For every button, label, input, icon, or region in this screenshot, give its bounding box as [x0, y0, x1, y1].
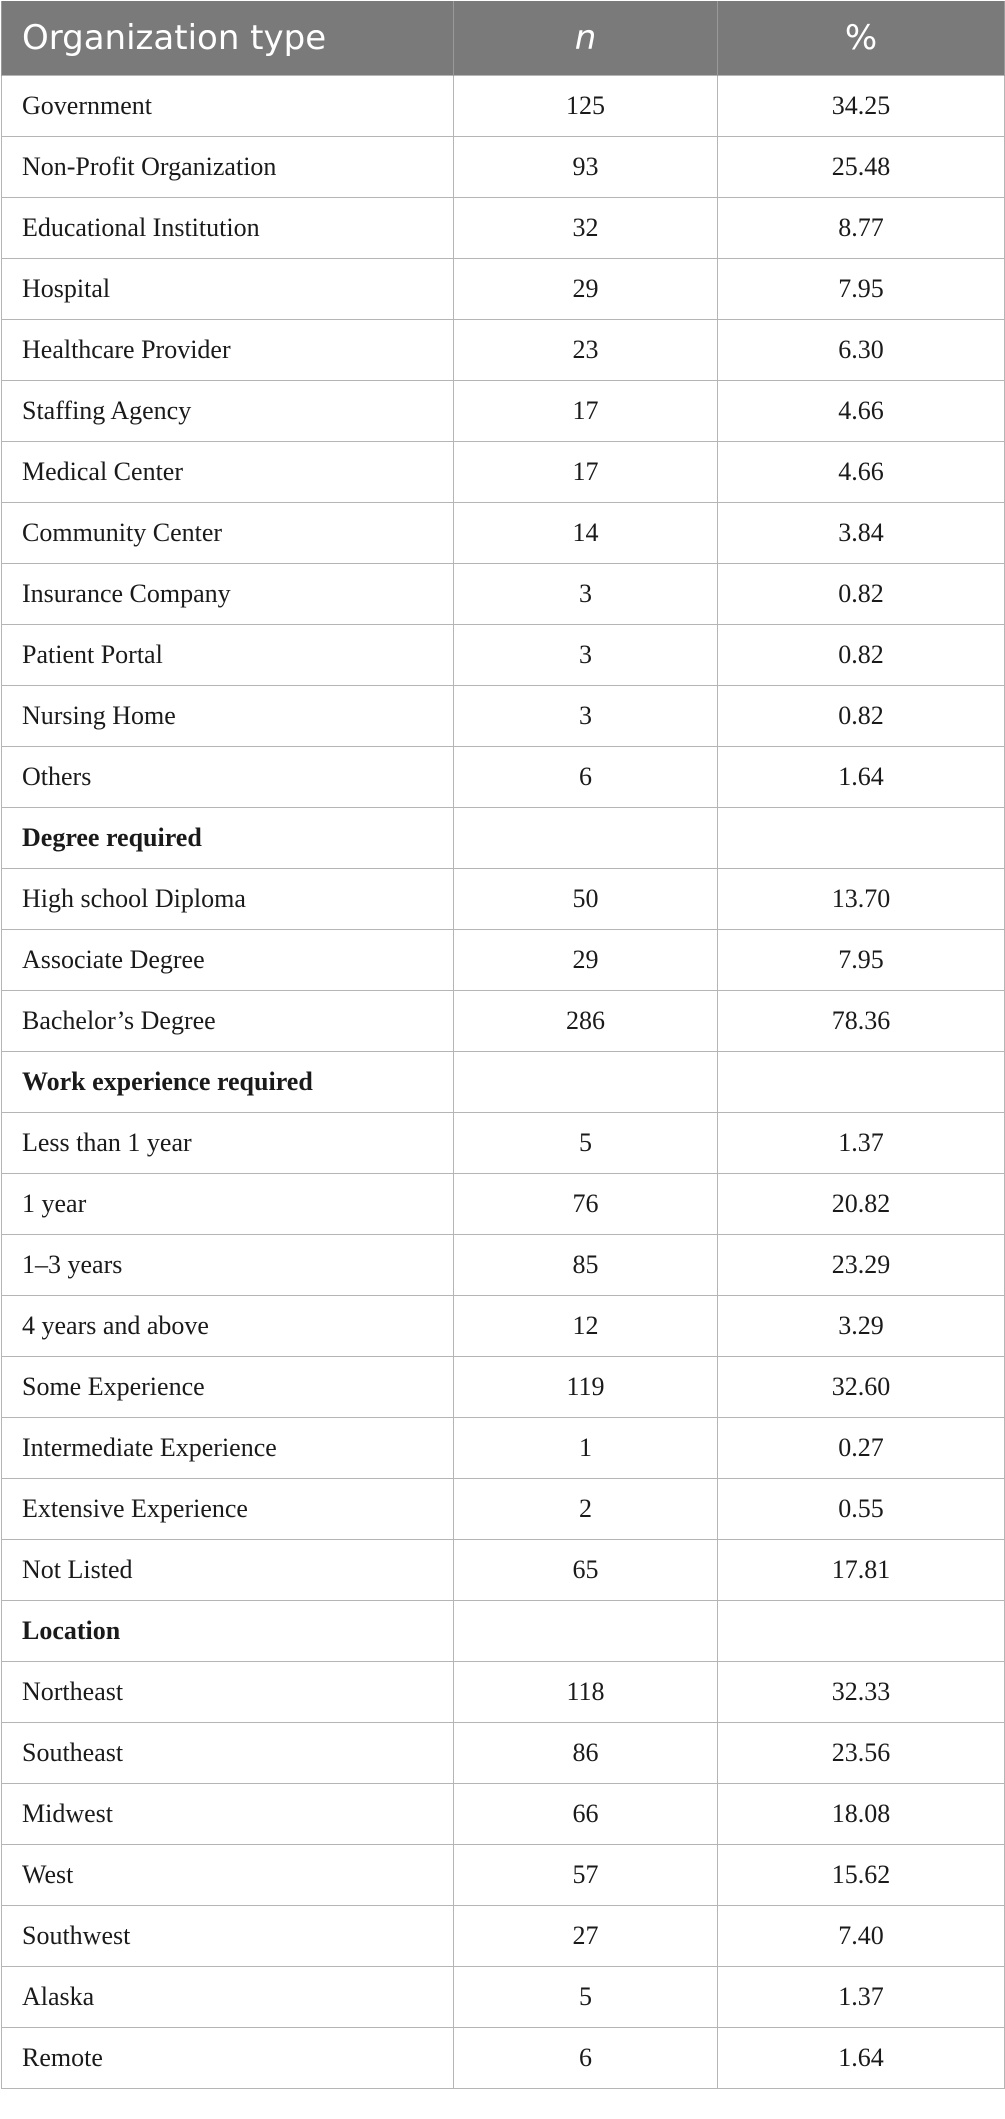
row-label: High school Diploma: [2, 869, 454, 930]
row-label: West: [2, 1845, 454, 1906]
row-label: Insurance Company: [2, 564, 454, 625]
table-row: [2, 381, 1005, 442]
row-label: Remote: [2, 2028, 454, 2089]
table-row: [2, 869, 1005, 930]
table-header: [2, 1, 1005, 76]
table-row: [2, 137, 1005, 198]
header-percent: %: [718, 1, 1005, 76]
row-percent: 78.36: [718, 991, 1005, 1052]
row-label: Southeast: [2, 1723, 454, 1784]
table-row: [2, 686, 1005, 747]
table-row: [2, 320, 1005, 381]
table-row: [2, 991, 1005, 1052]
row-n: 1: [454, 1418, 718, 1479]
row-n: 57: [454, 1845, 718, 1906]
row-n: 5: [454, 1113, 718, 1174]
row-percent: 0.27: [718, 1418, 1005, 1479]
table-row: [2, 1723, 1005, 1784]
row-n: [454, 1052, 718, 1113]
row-n: 6: [454, 2028, 718, 2089]
section-row: [2, 808, 1005, 869]
row-percent: [718, 1052, 1005, 1113]
row-n: 32: [454, 198, 718, 259]
row-n: 5: [454, 1967, 718, 2028]
row-percent: [718, 1601, 1005, 1662]
row-n: 17: [454, 442, 718, 503]
row-percent: 7.95: [718, 259, 1005, 320]
row-percent: 1.37: [718, 1113, 1005, 1174]
table-row: [2, 1784, 1005, 1845]
table-row: [2, 198, 1005, 259]
row-label: Medical Center: [2, 442, 454, 503]
row-percent: 1.64: [718, 2028, 1005, 2089]
table-row: [2, 1906, 1005, 1967]
section-heading: Work experience required: [2, 1052, 454, 1113]
row-percent: 23.56: [718, 1723, 1005, 1784]
table-body: [2, 76, 1005, 2089]
table-row: [2, 259, 1005, 320]
section-heading: Location: [2, 1601, 454, 1662]
row-percent: 0.55: [718, 1479, 1005, 1540]
row-label: Extensive Experience: [2, 1479, 454, 1540]
row-percent: 1.37: [718, 1967, 1005, 2028]
row-n: 6: [454, 747, 718, 808]
row-label: Northeast: [2, 1662, 454, 1723]
row-label: Less than 1 year: [2, 1113, 454, 1174]
table-row: [2, 442, 1005, 503]
row-percent: 17.81: [718, 1540, 1005, 1601]
table-row: [2, 1479, 1005, 1540]
row-percent: 7.95: [718, 930, 1005, 991]
row-n: 12: [454, 1296, 718, 1357]
table-row: [2, 1967, 1005, 2028]
row-percent: 4.66: [718, 442, 1005, 503]
row-label: Intermediate Experience: [2, 1418, 454, 1479]
row-n: 3: [454, 625, 718, 686]
row-n: 17: [454, 381, 718, 442]
row-percent: 18.08: [718, 1784, 1005, 1845]
row-n: 66: [454, 1784, 718, 1845]
row-percent: 23.29: [718, 1235, 1005, 1296]
row-n: 29: [454, 930, 718, 991]
row-n: 119: [454, 1357, 718, 1418]
section-row: [2, 1052, 1005, 1113]
row-label: Alaska: [2, 1967, 454, 2028]
row-percent: 0.82: [718, 564, 1005, 625]
table-row: [2, 1357, 1005, 1418]
row-n: 27: [454, 1906, 718, 1967]
row-label: Government: [2, 76, 454, 137]
row-label: Healthcare Provider: [2, 320, 454, 381]
table-row: [2, 1540, 1005, 1601]
row-n: 3: [454, 686, 718, 747]
row-label: Some Experience: [2, 1357, 454, 1418]
row-percent: 13.70: [718, 869, 1005, 930]
row-n: 23: [454, 320, 718, 381]
row-n: 3: [454, 564, 718, 625]
section-heading: Degree required: [2, 808, 454, 869]
row-label: Community Center: [2, 503, 454, 564]
row-n: [454, 808, 718, 869]
row-n: 86: [454, 1723, 718, 1784]
row-n: 14: [454, 503, 718, 564]
row-percent: 7.40: [718, 1906, 1005, 1967]
row-n: 286: [454, 991, 718, 1052]
row-n: 29: [454, 259, 718, 320]
row-n: 125: [454, 76, 718, 137]
row-label: Patient Portal: [2, 625, 454, 686]
table-row: [2, 747, 1005, 808]
row-percent: 0.82: [718, 686, 1005, 747]
section-row: [2, 1601, 1005, 1662]
row-n: 118: [454, 1662, 718, 1723]
row-percent: 1.64: [718, 747, 1005, 808]
table-row: [2, 76, 1005, 137]
row-label: Southwest: [2, 1906, 454, 1967]
table-row: [2, 1174, 1005, 1235]
row-percent: 8.77: [718, 198, 1005, 259]
row-label: Others: [2, 747, 454, 808]
row-n: 65: [454, 1540, 718, 1601]
table-row: [2, 1845, 1005, 1906]
table-row: [2, 1296, 1005, 1357]
row-label: Nursing Home: [2, 686, 454, 747]
row-label: Midwest: [2, 1784, 454, 1845]
row-percent: 0.82: [718, 625, 1005, 686]
row-percent: 3.29: [718, 1296, 1005, 1357]
row-n: 85: [454, 1235, 718, 1296]
table-row: [2, 1418, 1005, 1479]
table-row: [2, 564, 1005, 625]
row-label: 1 year: [2, 1174, 454, 1235]
row-n: 76: [454, 1174, 718, 1235]
row-percent: 6.30: [718, 320, 1005, 381]
row-label: Not Listed: [2, 1540, 454, 1601]
row-label: Associate Degree: [2, 930, 454, 991]
row-label: 1–3 years: [2, 1235, 454, 1296]
table-row: [2, 1235, 1005, 1296]
organization-table: [1, 1, 1005, 2089]
table-row: [2, 503, 1005, 564]
row-label: Staffing Agency: [2, 381, 454, 442]
row-n: 2: [454, 1479, 718, 1540]
row-percent: 32.60: [718, 1357, 1005, 1418]
row-label: 4 years and above: [2, 1296, 454, 1357]
table-row: [2, 625, 1005, 686]
row-percent: 3.84: [718, 503, 1005, 564]
row-label: Hospital: [2, 259, 454, 320]
header-row: [2, 1, 1005, 76]
header-n: n: [454, 1, 718, 76]
row-percent: 4.66: [718, 381, 1005, 442]
table-row: [2, 1662, 1005, 1723]
row-percent: 25.48: [718, 137, 1005, 198]
table-row: [2, 930, 1005, 991]
row-percent: 32.33: [718, 1662, 1005, 1723]
row-percent: 15.62: [718, 1845, 1005, 1906]
table-row: [2, 2028, 1005, 2089]
row-percent: 34.25: [718, 76, 1005, 137]
header-organization-type: Organization type: [2, 1, 454, 76]
row-n: 93: [454, 137, 718, 198]
row-percent: [718, 808, 1005, 869]
row-n: [454, 1601, 718, 1662]
table-row: [2, 1113, 1005, 1174]
row-label: Non-Profit Organization: [2, 137, 454, 198]
row-label: Bachelor’s Degree: [2, 991, 454, 1052]
row-percent: 20.82: [718, 1174, 1005, 1235]
row-label: Educational Institution: [2, 198, 454, 259]
row-n: 50: [454, 869, 718, 930]
